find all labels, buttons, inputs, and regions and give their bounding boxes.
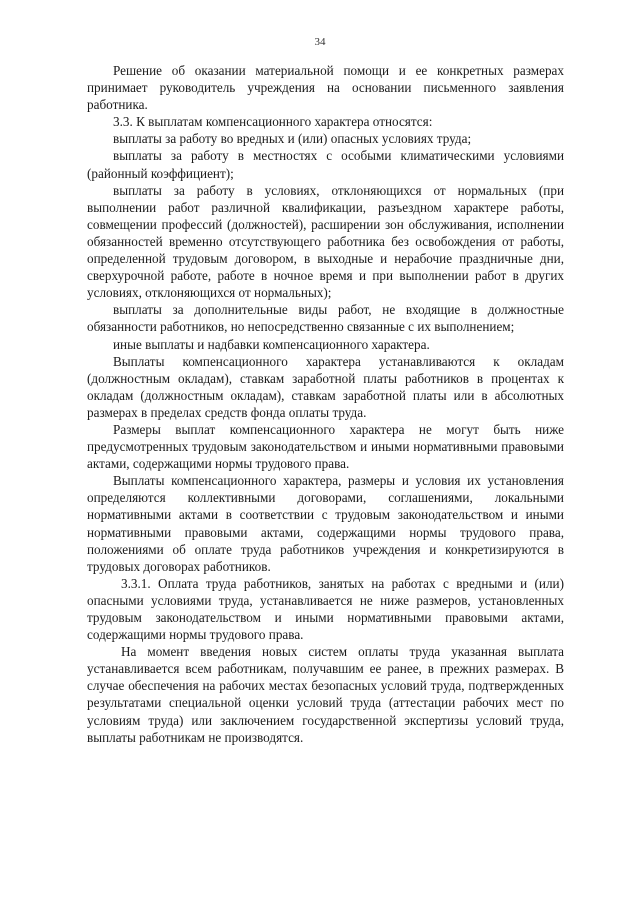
paragraph-compensation-minimum: Размеры выплат компенсационного характера не могут быть ниже предусмотренных трудовым законодательством и иными нормативными правовыми актами, содержащими нормы трудового права. [87,421,564,472]
paragraph-material-aid-decision: Решение об оказании материальной помощи и ее конкретных размерах принимает руководитель учреждения на основании письменного заявления работника. [87,63,564,113]
section-3-3-heading: 3.3. К выплатам компенсационного характера относятся: [113,114,433,130]
list-item-additional-work: выплаты за дополнительные виды работ, не входящие в должностные обязанности работников, но непосредственно связанные с их выполнением; [87,302,564,335]
section-3-3-1-paragraph: 3.3.1. Оплата труда работников, занятых на работах с вредными и (или) опасными условиями труда, устанавливается не ниже размеров, установленных трудовым законодательством и иными нормативными правовыми актами, содержащими нормы трудового права. [87,575,564,643]
paragraph-compensation-determination: Выплаты компенсационного характера, размеры и условия их установления определяются коллективными договорами, соглашениями, локальными нормативными актами в соответствии с трудовым законодательством и иными нормативными правовыми актами, содержащими нормы трудового права, положениями об оплате труда работников учреждения и конкретизируются в трудовых договорах работников. [87,473,564,574]
list-item-harmful-conditions: выплаты за работу во вредных и (или) опасных условиях труда; [113,131,472,147]
list-item-other-payments: иные выплаты и надбавки компенсационного характера. [113,336,430,352]
paragraph-compensation-basis: Выплаты компенсационного характера устанавливаются к окладам (должностным окладам), ставкам заработной платы работников в процентах к окладам (должностным окладам), ставкам заработной платы или в абсолютных размерах в пределах средств фонда оплаты труда. [87,353,564,420]
paragraph-new-pay-system: На момент введения новых систем оплаты труда указанная выплата устанавливается всем работникам, получавшим ее ранее, в прежних размерах. В случае обеспечения на рабочих местах безопасных условий труда, подтвержденных результатами специальной оценки условий труда (аттестации рабочих мест по условиям труда) или заключением государственной экспертизы условий труда, выплаты работникам не производятся. [87,644,564,745]
document-body [87,62,564,746]
list-item-abnormal-conditions: выплаты за работу в условиях, отклоняющихся от нормальных (при выполнении работ различной квалификации, разъездном характере работы, совмещении профессий (должностей), расширении зон обслуживания, исполнении обязанностей временно отсутствующего работника без освобождения от работы, определенной трудовым договором, в выходные и нерабочие праздничные дни, сверхурочной работе, работе в ночное время и при выполнении работ в других условиях, отклоняющихся от нормальных); [87,182,564,301]
list-item-climatic-conditions: выплаты за работу в местностях с особыми климатическими условиями (районный коэффициент); [87,148,564,181]
page-number: 34 [314,36,326,48]
